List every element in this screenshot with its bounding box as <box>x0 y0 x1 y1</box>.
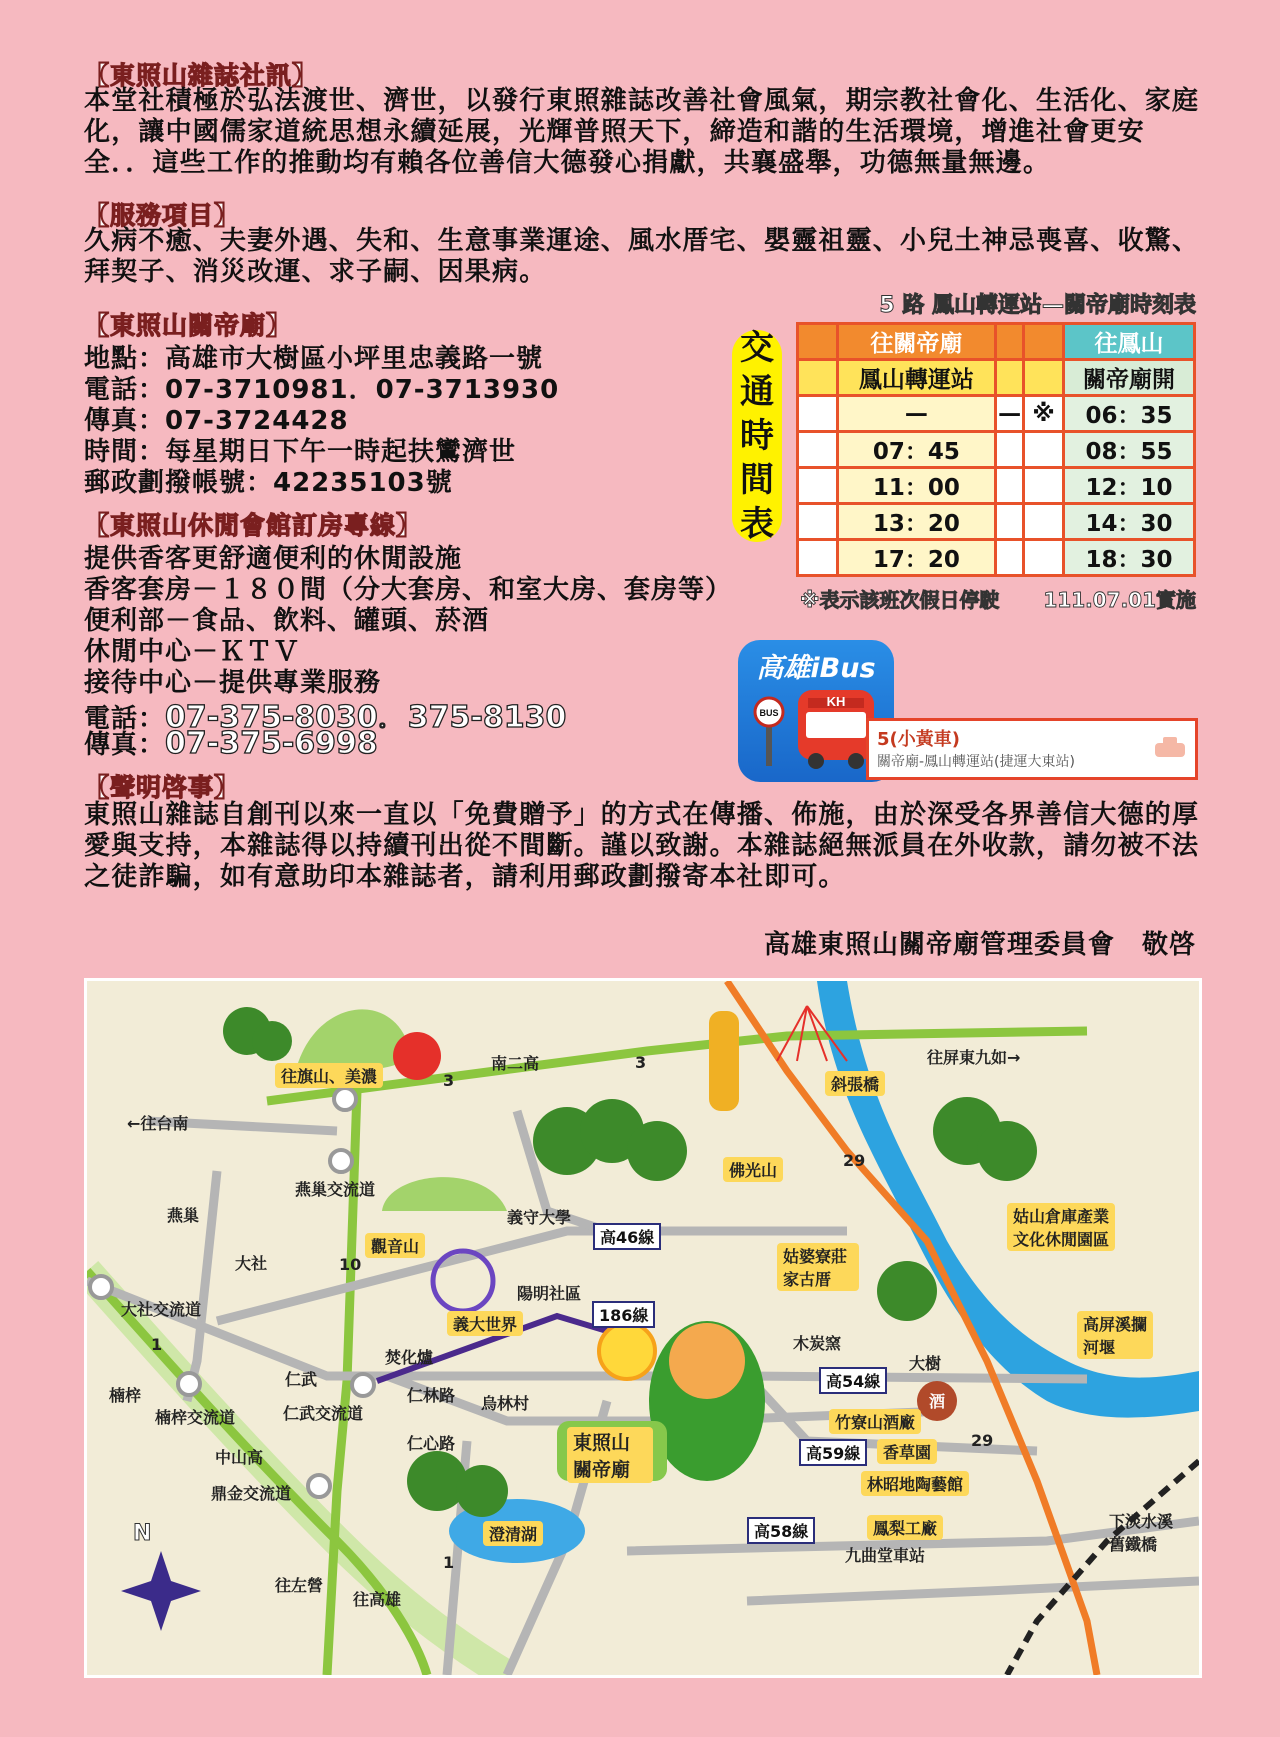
tt-dir-fengshan: 往鳳山 <box>1063 324 1194 360</box>
label-pineapple: 鳳梨工廠 <box>867 1515 943 1540</box>
tt-row <box>798 432 1195 468</box>
tt-cell: 06：35 <box>1063 396 1194 432</box>
banner-char: 通 <box>740 372 774 412</box>
timetable-banner <box>732 330 782 542</box>
label-xiangcao: 香草園 <box>877 1439 937 1464</box>
hill <box>382 1177 507 1211</box>
hall-fax-row <box>84 724 378 761</box>
label-wulin: 烏林村 <box>481 1394 530 1413</box>
temple-hours: 時間：每星期日下午一時起扶鸞濟世 <box>84 437 517 467</box>
tt-cell <box>1024 504 1064 540</box>
statement-title: 【聲明啓事】 <box>84 773 241 802</box>
banner-char: 交 <box>740 328 774 368</box>
tt-blank <box>1024 360 1064 396</box>
hall-title: 【東照山休閒會館訂房專線】 <box>84 511 423 540</box>
label-renlin: 仁林路 <box>407 1386 456 1405</box>
road-network <box>87 1111 1199 1675</box>
area-map <box>84 978 1202 1678</box>
tt-cell: — <box>837 396 996 432</box>
tt-cell <box>1024 468 1064 504</box>
tt-col-back: 關帝廟開 <box>1063 360 1194 396</box>
label-temple: 東照山關帝廟 <box>567 1427 653 1483</box>
ibus-route: 5(小黃車) <box>877 729 960 750</box>
services-title: 【服務項目】 <box>84 201 241 230</box>
label-gushan: 姑山倉庫產業文化休閒園區 <box>1007 1203 1115 1251</box>
ibus-stop: BUS <box>759 708 779 718</box>
wine-label: 酒 <box>929 1392 946 1411</box>
map-graphics <box>87 981 1199 1675</box>
hall-fax: 07-375-6998 <box>165 726 378 761</box>
label-yanchao-ic: 燕巢交流道 <box>295 1180 376 1199</box>
label-guanyin: 觀音山 <box>365 1233 425 1258</box>
temple-phone: 電話：07-3710981．07-3713930 <box>84 375 560 405</box>
timetable-title: 5 路 鳳山轉運站—關帝廟時刻表 <box>879 293 1196 318</box>
yinyang-icon <box>599 1323 655 1379</box>
umbrella-icon <box>393 1032 441 1080</box>
label-yangming: 陽明社區 <box>517 1284 582 1303</box>
tt-cell <box>996 540 1024 576</box>
label-yishou: 義守大學 <box>507 1208 572 1227</box>
hall-fax-label: 傳真： <box>84 730 166 760</box>
temple-address: 地點：高雄市大樹區小坪里忠義路一號 <box>84 344 544 374</box>
timetable <box>796 322 1196 577</box>
label-dashu: 大樹 <box>909 1354 942 1373</box>
orange-road <box>727 981 1097 1675</box>
tt-cell: 11：00 <box>837 468 996 504</box>
shield-1: 1 <box>151 1335 163 1354</box>
notice-body: 本堂社積極於弘法渡世、濟世，以發行東照雜誌改善社會風氣，期宗教社會化、生活化、家庭化，讓中國儒家道統思想永續延展，光輝普照天下，締造和諧的生活環境，增進社會更安全．．這些工作的推動均有賴各位善信大德發心捐獻，共襄盛舉，功德無量無邊。 <box>84 86 1200 178</box>
label-r186: 186線 <box>592 1301 655 1328</box>
label-qishan: 往旗山、美濃 <box>275 1063 383 1088</box>
hall-line4: 休閒中心－ＫＴＶ <box>84 637 301 667</box>
label-nanzi-ic: 楠梓交流道 <box>155 1408 236 1427</box>
label-renwu-ic: 仁武交流道 <box>283 1404 364 1423</box>
tt-dir-temple: 往關帝廟 <box>837 324 996 360</box>
label-pingdong: 往屏東九如→ <box>927 1048 1021 1067</box>
ibus-route-sign <box>866 718 1198 780</box>
tt-col-from: 鳳山轉運站 <box>837 360 996 396</box>
hall-line1: 提供香客更舒適便利的休閒設施 <box>84 544 463 574</box>
tt-cell <box>1024 432 1064 468</box>
shield-1: 1 <box>443 1553 455 1572</box>
tt-row <box>798 540 1195 576</box>
label-jiuqutang: 九曲堂車站 <box>845 1546 926 1565</box>
label-foguang: 佛光山 <box>723 1157 783 1182</box>
hall-line2: 香客套房－１８０間（分大套房、和室大房、套房等） <box>84 575 733 605</box>
tt-cell <box>1024 540 1064 576</box>
tt-blank <box>1024 324 1064 360</box>
label-yida: 義大世界 <box>447 1311 523 1336</box>
tt-cell: 13：20 <box>837 504 996 540</box>
tt-row <box>798 504 1195 540</box>
tt-cell: 14：30 <box>1063 504 1194 540</box>
label-r58: 高58線 <box>747 1517 815 1544</box>
tt-cell: ※ <box>1024 396 1064 432</box>
tt-blank <box>996 360 1024 396</box>
tt-cell <box>996 468 1024 504</box>
label-tainan: ←往台南 <box>127 1114 189 1133</box>
label-r54: 高54線 <box>819 1367 887 1394</box>
label-xiezhang: 斜張橋 <box>825 1071 885 1096</box>
label-r46: 高46線 <box>593 1223 661 1250</box>
guan-gong-face <box>669 1323 745 1399</box>
label-dashe: 大社 <box>235 1254 268 1273</box>
tt-blank <box>996 324 1024 360</box>
label-yanchao: 燕巢 <box>167 1206 200 1225</box>
shield-10: 10 <box>339 1255 362 1274</box>
hall-phone-label: 電話： <box>84 704 166 734</box>
tt-cell: — <box>996 396 1024 432</box>
tt-row <box>798 396 1195 432</box>
timetable-effective: 111.07.01實施 <box>1043 588 1196 612</box>
label-gaoping: 高屏溪攔河堰 <box>1077 1311 1153 1359</box>
label-renxin: 仁心路 <box>407 1434 456 1453</box>
banner-char: 間 <box>740 460 774 500</box>
label-muzhan: 木炭窯 <box>793 1334 842 1353</box>
hill <box>297 1009 409 1069</box>
banner-char: 時 <box>740 416 774 456</box>
label-kaohsiung: 往高雄 <box>353 1590 402 1609</box>
temple-fax: 傳真：07-3724428 <box>84 406 349 436</box>
banner-char: 表 <box>740 504 774 544</box>
hall-line3: 便利部－食品、飲料、罐頭、菸酒 <box>84 606 490 636</box>
tt-cell: 08：55 <box>1063 432 1194 468</box>
tt-cell: 17：20 <box>837 540 996 576</box>
ibus-plate: KH <box>826 694 846 709</box>
tt-cell <box>996 432 1024 468</box>
shield-29: 29 <box>971 1431 994 1450</box>
label-north: N <box>133 1521 152 1546</box>
label-nanerg: 南二高 <box>491 1054 540 1073</box>
tt-cell: 18：30 <box>1063 540 1194 576</box>
label-r59: 高59線 <box>799 1439 867 1466</box>
label-jiuhua: 焚化爐 <box>385 1348 434 1367</box>
ibus-desc: 關帝廟-鳳山轉運站(捷運大東站) <box>877 754 1075 770</box>
timetable-note-row <box>800 584 1196 613</box>
notice-title: 【東照山雜誌社訊】 <box>84 61 319 90</box>
shield-3: 3 <box>443 1071 455 1090</box>
label-guporliao: 姑婆寮莊家古厝 <box>777 1243 859 1291</box>
signature: 高雄東照山關帝廟管理委員會 敬啓 <box>763 930 1196 960</box>
services-body: 久病不癒、夫妻外遇、失和、生意事業運途、風水厝宅、嬰靈祖靈、小兒土神忌喪喜、收驚、拜契子、消災改運、求子嗣、因果病。 <box>84 226 1200 287</box>
label-zhuzhai: 竹寮山酒廠 <box>829 1409 921 1434</box>
shield-3: 3 <box>635 1053 647 1072</box>
tt-cell: 07：45 <box>837 432 996 468</box>
label-zhongshan: 中山高 <box>215 1448 264 1467</box>
label-renwu: 仁武 <box>285 1370 318 1389</box>
tt-cell: 12：10 <box>1063 468 1194 504</box>
label-zuoying: 往左營 <box>275 1576 324 1595</box>
temple-postal: 郵政劃撥帳號：42235103號 <box>84 468 453 498</box>
label-linzhao: 林昭地陶藝館 <box>861 1471 969 1496</box>
statement-body: 東照山雜誌自創刊以來一直以「免費贈予」的方式在傳播、佈施，由於深受各界善信大德的厚愛與支持，本雜誌得以持續刊出從不間斷。謹以致謝。本雜誌絕無派員在外收款，請勿被不法之徒詐騙，如有意助印本雜誌者，請利用郵政劃撥寄本社即可。 <box>84 800 1200 892</box>
label-xiadan: 下淡水溪舊鐵橋 <box>1109 1512 1174 1554</box>
hall-line5: 接待中心－提供專業服務 <box>84 668 382 698</box>
timetable-note: ※表示該班次假日停駛 <box>800 588 1000 612</box>
compass-icon <box>121 1551 201 1631</box>
ibus-title: 高雄iBus <box>756 653 876 684</box>
railway <box>1007 1461 1199 1675</box>
label-chengqing: 澄清湖 <box>483 1521 543 1546</box>
temple-title: 【東照山關帝廟】 <box>84 311 293 340</box>
tt-cell <box>996 504 1024 540</box>
tt-row <box>798 468 1195 504</box>
buddha-icon <box>709 1011 739 1111</box>
tt-blank <box>798 360 838 396</box>
shield-29: 29 <box>843 1151 866 1170</box>
taxi-icon <box>1153 735 1187 761</box>
label-dingjin: 鼎金交流道 <box>211 1484 292 1503</box>
tt-blank <box>798 324 838 360</box>
label-nanzi: 楠梓 <box>109 1386 142 1405</box>
hall-phone: 07-375-8030．375-8130 <box>165 700 567 735</box>
label-dashe-ic: 大社交流道 <box>121 1300 202 1319</box>
